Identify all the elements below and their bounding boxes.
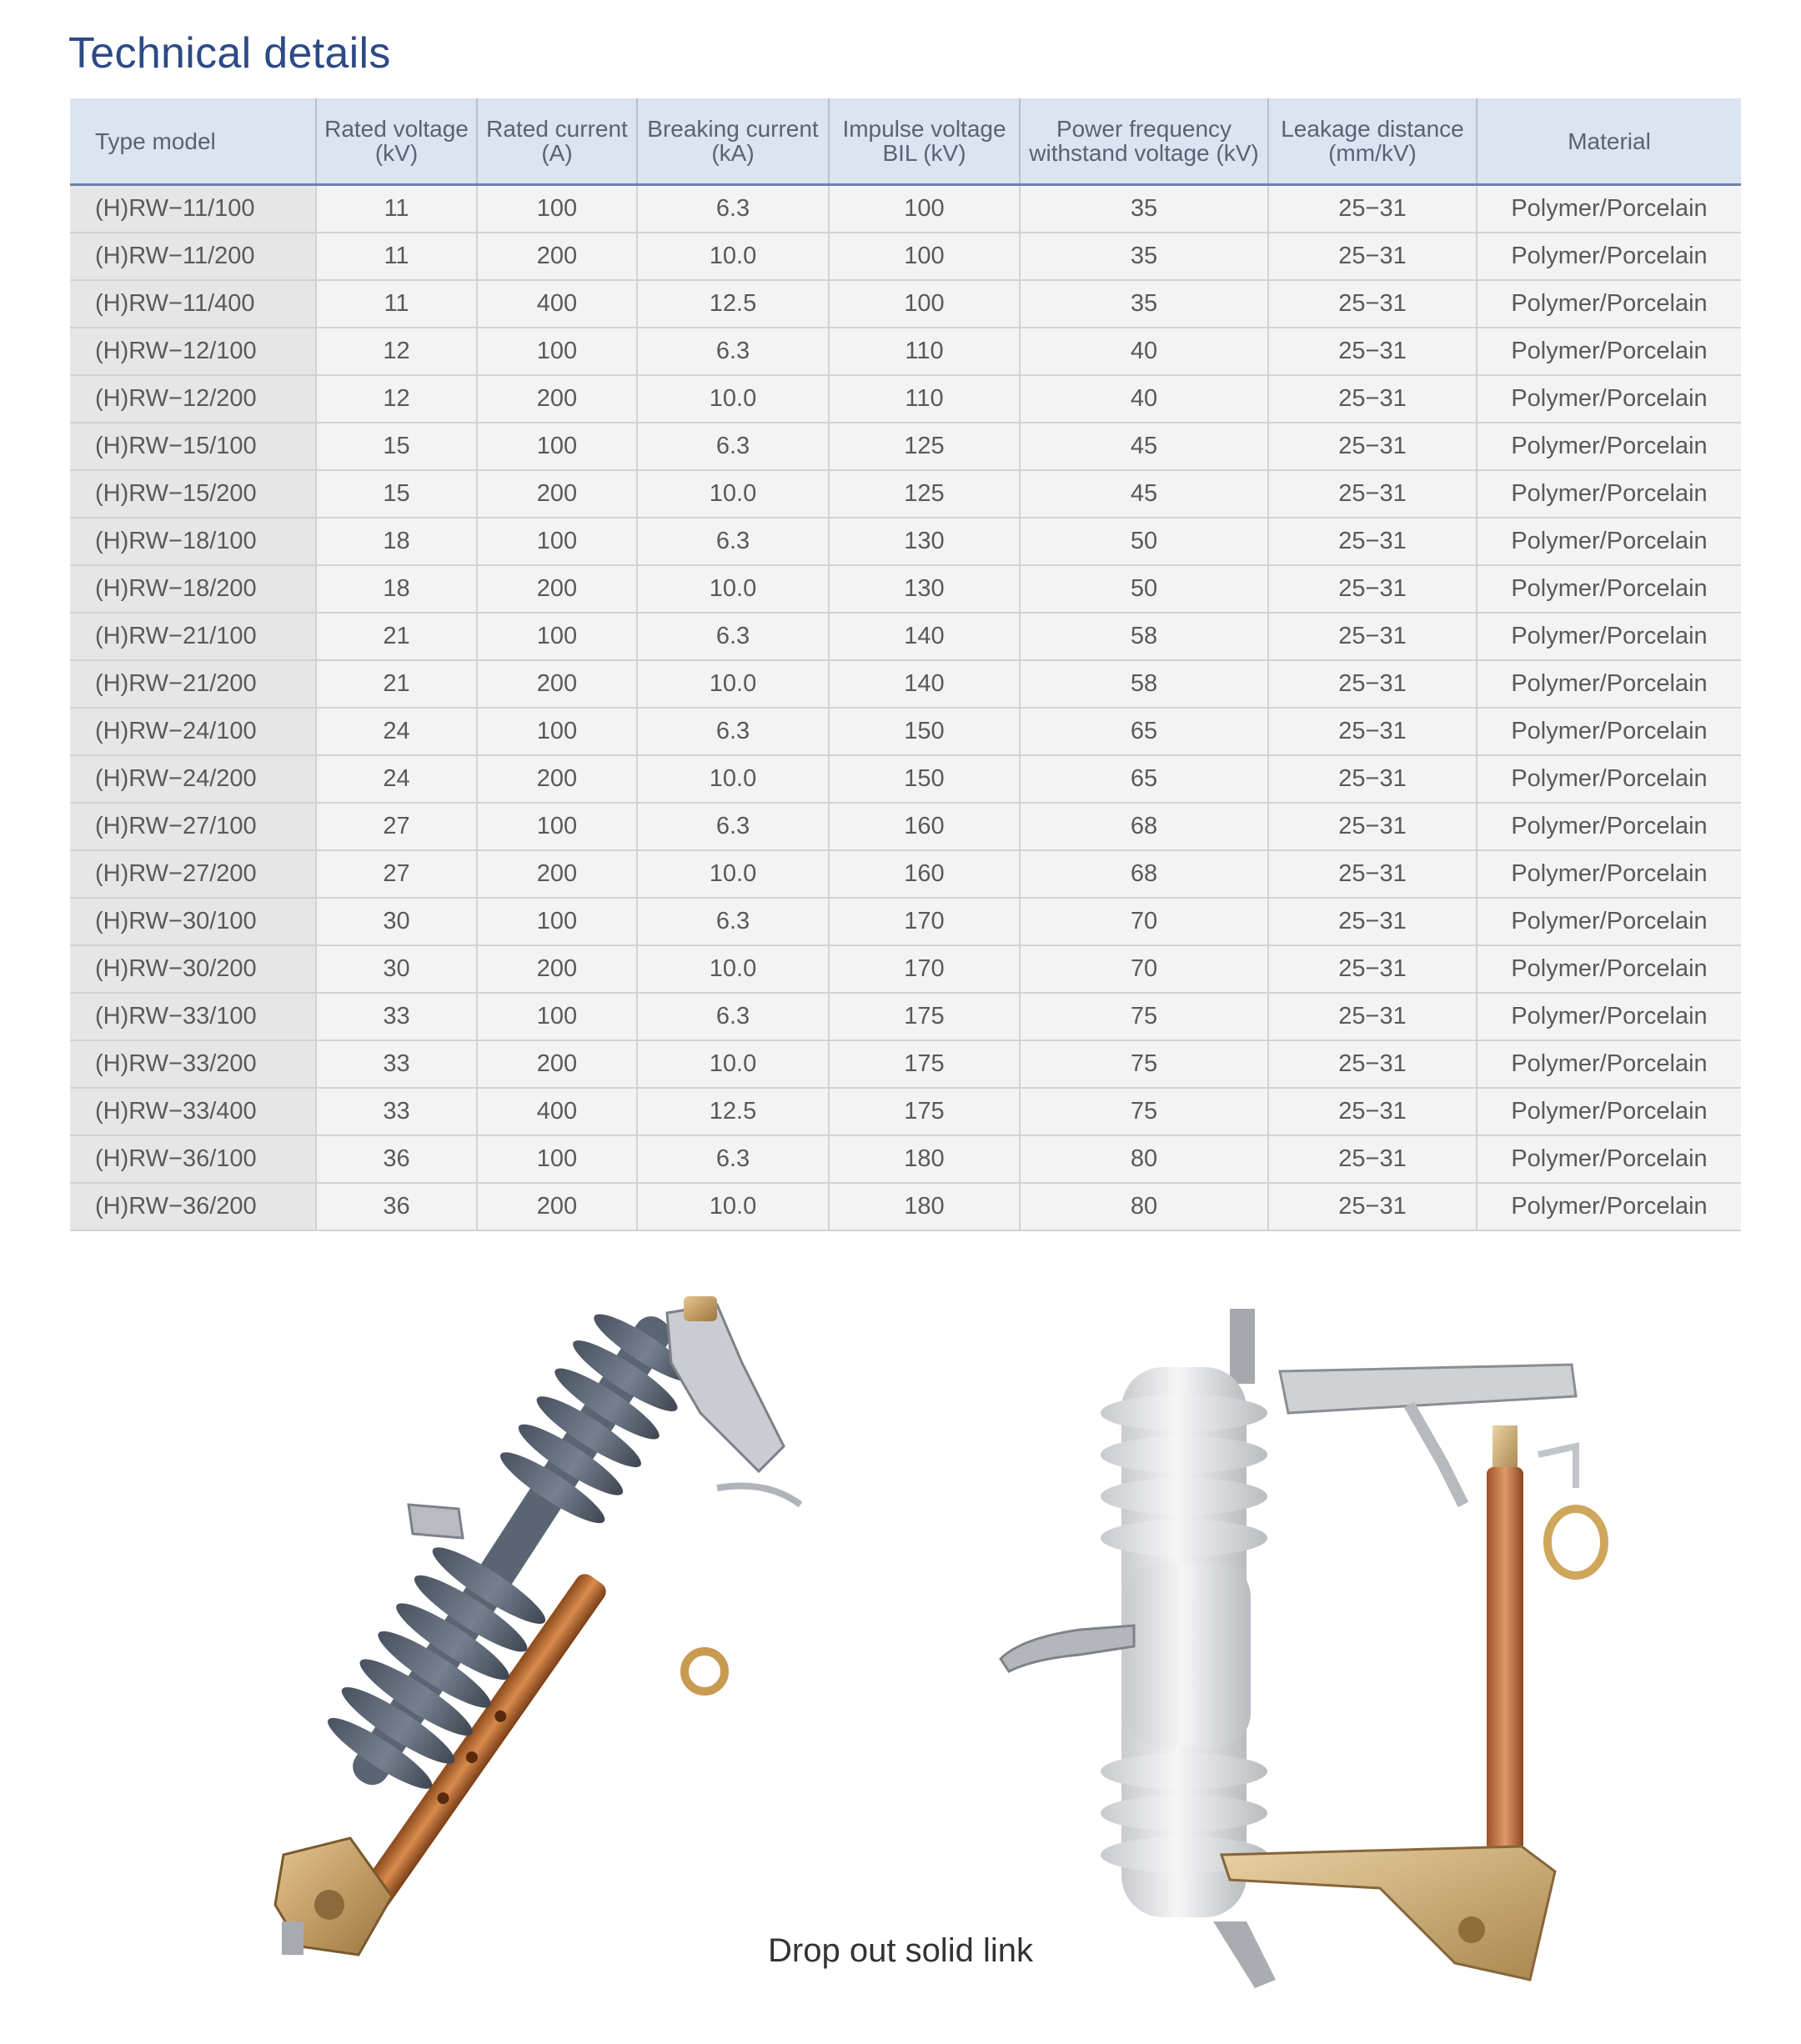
cell-rated-voltage: 18 — [316, 518, 477, 565]
cell-power-frequency-withstand-voltage: 58 — [1020, 660, 1268, 708]
cell-rated-current: 100 — [477, 803, 637, 850]
cell-rated-current: 200 — [477, 1183, 637, 1230]
cell-rated-voltage: 21 — [316, 613, 477, 660]
cell-leakage-distance: 25−31 — [1268, 1040, 1477, 1088]
polymer-drop-out-fuse-cutout-image — [250, 1288, 834, 2005]
cell-power-frequency-withstand-voltage: 75 — [1020, 1040, 1268, 1088]
technical-details-table — [70, 98, 1741, 1231]
cell-leakage-distance: 25−31 — [1268, 565, 1477, 613]
cell-material: Polymer/Porcelain — [1477, 280, 1741, 328]
column-header-line: Breaking current — [647, 116, 819, 142]
table-row — [70, 660, 1741, 708]
cell-power-frequency-withstand-voltage: 65 — [1020, 755, 1268, 803]
cell-material: Polymer/Porcelain — [1477, 755, 1741, 803]
cell-type-model: (H)RW−36/200 — [70, 1183, 316, 1230]
table-row — [70, 470, 1741, 518]
cell-type-model: (H)RW−24/100 — [70, 708, 316, 755]
cell-impulse-voltage: 140 — [829, 613, 1020, 660]
cell-power-frequency-withstand-voltage: 40 — [1020, 375, 1268, 423]
cell-material: Polymer/Porcelain — [1477, 328, 1741, 375]
cell-rated-current: 200 — [477, 375, 637, 423]
cell-breaking-current: 6.3 — [637, 1135, 829, 1183]
table-row — [70, 993, 1741, 1040]
cell-material: Polymer/Porcelain — [1477, 1183, 1741, 1230]
page-title: Technical details — [68, 29, 391, 78]
cell-power-frequency-withstand-voltage: 58 — [1020, 613, 1268, 660]
cell-rated-current: 200 — [477, 470, 637, 518]
column-header-line: (kA) — [711, 140, 755, 166]
cell-power-frequency-withstand-voltage: 68 — [1020, 803, 1268, 850]
column-header-line: Rated current — [486, 116, 628, 142]
cell-material: Polymer/Porcelain — [1477, 375, 1741, 423]
table-row — [70, 233, 1741, 280]
table-row — [70, 1040, 1741, 1088]
column-header-line: Material — [1568, 128, 1651, 154]
column-header-breaking-current — [637, 98, 829, 185]
table-header-row — [70, 98, 1741, 185]
cell-material: Polymer/Porcelain — [1477, 850, 1741, 898]
cell-breaking-current: 6.3 — [637, 898, 829, 945]
cell-type-model: (H)RW−18/100 — [70, 518, 316, 565]
cell-material: Polymer/Porcelain — [1477, 185, 1741, 233]
cell-power-frequency-withstand-voltage: 45 — [1020, 470, 1268, 518]
cell-material: Polymer/Porcelain — [1477, 708, 1741, 755]
table-row — [70, 1088, 1741, 1135]
cell-rated-voltage: 11 — [316, 185, 477, 233]
cell-type-model: (H)RW−24/200 — [70, 755, 316, 803]
column-header-line: Rated voltage — [324, 116, 469, 142]
cell-power-frequency-withstand-voltage: 50 — [1020, 518, 1268, 565]
table-row — [70, 328, 1741, 375]
table-row — [70, 1135, 1741, 1183]
cell-type-model: (H)RW−18/200 — [70, 565, 316, 613]
cell-material: Polymer/Porcelain — [1477, 898, 1741, 945]
cell-leakage-distance: 25−31 — [1268, 1088, 1477, 1135]
cell-breaking-current: 6.3 — [637, 423, 829, 470]
cell-rated-voltage: 33 — [316, 1088, 477, 1135]
cell-impulse-voltage: 110 — [829, 328, 1020, 375]
cell-rated-voltage: 27 — [316, 850, 477, 898]
cell-rated-voltage: 11 — [316, 280, 477, 328]
cell-leakage-distance: 25−31 — [1268, 660, 1477, 708]
cell-type-model: (H)RW−27/100 — [70, 803, 316, 850]
cell-impulse-voltage: 170 — [829, 898, 1020, 945]
cell-rated-voltage: 24 — [316, 755, 477, 803]
table-row — [70, 898, 1741, 945]
cell-breaking-current: 12.5 — [637, 280, 829, 328]
cell-leakage-distance: 25−31 — [1268, 518, 1477, 565]
cell-breaking-current: 6.3 — [637, 708, 829, 755]
column-header-rated-current — [477, 98, 637, 185]
cell-material: Polymer/Porcelain — [1477, 470, 1741, 518]
cell-type-model: (H)RW−21/100 — [70, 613, 316, 660]
cell-type-model: (H)RW−21/200 — [70, 660, 316, 708]
cell-power-frequency-withstand-voltage: 70 — [1020, 945, 1268, 993]
cell-material: Polymer/Porcelain — [1477, 803, 1741, 850]
cell-leakage-distance: 25−31 — [1268, 280, 1477, 328]
cell-rated-current: 200 — [477, 660, 637, 708]
cell-leakage-distance: 25−31 — [1268, 613, 1477, 660]
cell-impulse-voltage: 125 — [829, 470, 1020, 518]
table-row — [70, 518, 1741, 565]
table-body — [70, 185, 1741, 1231]
column-header-line: (mm/kV) — [1328, 140, 1417, 166]
cell-breaking-current: 6.3 — [637, 993, 829, 1040]
cell-leakage-distance: 25−31 — [1268, 945, 1477, 993]
cell-type-model: (H)RW−33/400 — [70, 1088, 316, 1135]
cell-leakage-distance: 25−31 — [1268, 850, 1477, 898]
cell-rated-current: 400 — [477, 1088, 637, 1135]
cell-material: Polymer/Porcelain — [1477, 565, 1741, 613]
cell-leakage-distance: 25−31 — [1268, 898, 1477, 945]
table-row — [70, 423, 1741, 470]
column-header-type-model — [70, 98, 316, 185]
cell-rated-voltage: 36 — [316, 1183, 477, 1230]
cell-leakage-distance: 25−31 — [1268, 470, 1477, 518]
cell-rated-current: 200 — [477, 1040, 637, 1088]
cell-impulse-voltage: 130 — [829, 565, 1020, 613]
column-header-power-frequency-withstand-voltage — [1020, 98, 1268, 185]
cell-rated-current: 100 — [477, 613, 637, 660]
column-header-rated-voltage — [316, 98, 477, 185]
cell-leakage-distance: 25−31 — [1268, 423, 1477, 470]
cell-breaking-current: 12.5 — [637, 1088, 829, 1135]
cell-rated-current: 200 — [477, 755, 637, 803]
cell-rated-voltage: 27 — [316, 803, 477, 850]
column-header-line: (kV) — [374, 140, 419, 166]
cell-breaking-current: 6.3 — [637, 613, 829, 660]
cell-type-model: (H)RW−30/200 — [70, 945, 316, 993]
table-row — [70, 613, 1741, 660]
cell-leakage-distance: 25−31 — [1268, 993, 1477, 1040]
cell-rated-current: 400 — [477, 280, 637, 328]
column-header-line: Type model — [95, 128, 216, 154]
column-header-line: withstand voltage (kV) — [1029, 140, 1259, 166]
cell-rated-current: 200 — [477, 565, 637, 613]
cell-power-frequency-withstand-voltage: 35 — [1020, 280, 1268, 328]
table-row — [70, 1183, 1741, 1230]
cell-rated-current: 200 — [477, 945, 637, 993]
cell-impulse-voltage: 100 — [829, 233, 1020, 280]
cell-impulse-voltage: 150 — [829, 708, 1020, 755]
cell-breaking-current: 10.0 — [637, 755, 829, 803]
cell-power-frequency-withstand-voltage: 80 — [1020, 1183, 1268, 1230]
cell-material: Polymer/Porcelain — [1477, 423, 1741, 470]
cell-rated-voltage: 12 — [316, 328, 477, 375]
cell-material: Polymer/Porcelain — [1477, 660, 1741, 708]
cell-rated-voltage: 11 — [316, 233, 477, 280]
cell-material: Polymer/Porcelain — [1477, 518, 1741, 565]
cell-leakage-distance: 25−31 — [1268, 328, 1477, 375]
cell-leakage-distance: 25−31 — [1268, 185, 1477, 233]
cell-rated-voltage: 15 — [316, 423, 477, 470]
column-header-line: Impulse voltage — [842, 116, 1006, 142]
cell-power-frequency-withstand-voltage: 40 — [1020, 328, 1268, 375]
cell-breaking-current: 10.0 — [637, 470, 829, 518]
table-row — [70, 945, 1741, 993]
cell-breaking-current: 6.3 — [637, 185, 829, 233]
column-header-line: (A) — [541, 140, 573, 166]
cell-power-frequency-withstand-voltage: 45 — [1020, 423, 1268, 470]
table-row — [70, 280, 1741, 328]
column-header-line: Power frequency — [1056, 116, 1232, 142]
cell-rated-voltage: 18 — [316, 565, 477, 613]
cell-power-frequency-withstand-voltage: 70 — [1020, 898, 1268, 945]
cell-rated-voltage: 36 — [316, 1135, 477, 1183]
cell-rated-voltage: 21 — [316, 660, 477, 708]
cell-leakage-distance: 25−31 — [1268, 1135, 1477, 1183]
cell-leakage-distance: 25−31 — [1268, 755, 1477, 803]
image-caption: Drop out solid link — [768, 1932, 1033, 1969]
cell-breaking-current: 10.0 — [637, 945, 829, 993]
cell-breaking-current: 10.0 — [637, 1040, 829, 1088]
cell-impulse-voltage: 100 — [829, 185, 1020, 233]
cell-power-frequency-withstand-voltage: 50 — [1020, 565, 1268, 613]
cell-impulse-voltage: 100 — [829, 280, 1020, 328]
cell-type-model: (H)RW−30/100 — [70, 898, 316, 945]
cell-material: Polymer/Porcelain — [1477, 613, 1741, 660]
cell-type-model: (H)RW−12/200 — [70, 375, 316, 423]
cell-material: Polymer/Porcelain — [1477, 1040, 1741, 1088]
cell-rated-voltage: 33 — [316, 1040, 477, 1088]
table-row — [70, 565, 1741, 613]
cell-impulse-voltage: 175 — [829, 993, 1020, 1040]
column-header-impulse-voltage — [829, 98, 1020, 185]
cell-material: Polymer/Porcelain — [1477, 1135, 1741, 1183]
cell-impulse-voltage: 180 — [829, 1135, 1020, 1183]
cell-rated-current: 100 — [477, 993, 637, 1040]
cell-rated-voltage: 12 — [316, 375, 477, 423]
table-row — [70, 803, 1741, 850]
cell-power-frequency-withstand-voltage: 68 — [1020, 850, 1268, 898]
cell-rated-current: 200 — [477, 233, 637, 280]
cell-leakage-distance: 25−31 — [1268, 233, 1477, 280]
cell-type-model: (H)RW−15/200 — [70, 470, 316, 518]
cell-type-model: (H)RW−11/400 — [70, 280, 316, 328]
cell-rated-current: 100 — [477, 518, 637, 565]
cell-rated-current: 200 — [477, 850, 637, 898]
cell-rated-voltage: 30 — [316, 945, 477, 993]
cell-impulse-voltage: 175 — [829, 1040, 1020, 1088]
cell-breaking-current: 10.0 — [637, 565, 829, 613]
cell-rated-voltage: 30 — [316, 898, 477, 945]
table-row — [70, 185, 1741, 233]
cell-type-model: (H)RW−11/200 — [70, 233, 316, 280]
porcelain-drop-out-fuse-cutout-image — [988, 1288, 1647, 2005]
cell-rated-voltage: 15 — [316, 470, 477, 518]
cell-material: Polymer/Porcelain — [1477, 945, 1741, 993]
cell-impulse-voltage: 180 — [829, 1183, 1020, 1230]
column-header-line: Leakage distance — [1281, 116, 1464, 142]
cell-power-frequency-withstand-voltage: 35 — [1020, 185, 1268, 233]
cell-material: Polymer/Porcelain — [1477, 993, 1741, 1040]
cell-impulse-voltage: 150 — [829, 755, 1020, 803]
cell-impulse-voltage: 160 — [829, 850, 1020, 898]
cell-impulse-voltage: 170 — [829, 945, 1020, 993]
cell-rated-current: 100 — [477, 185, 637, 233]
cell-leakage-distance: 25−31 — [1268, 803, 1477, 850]
cell-leakage-distance: 25−31 — [1268, 375, 1477, 423]
cell-impulse-voltage: 125 — [829, 423, 1020, 470]
cell-impulse-voltage: 130 — [829, 518, 1020, 565]
table-row — [70, 850, 1741, 898]
cell-type-model: (H)RW−27/200 — [70, 850, 316, 898]
cell-rated-current: 100 — [477, 898, 637, 945]
cell-rated-current: 100 — [477, 423, 637, 470]
cell-breaking-current: 6.3 — [637, 803, 829, 850]
table-row — [70, 755, 1741, 803]
cell-type-model: (H)RW−36/100 — [70, 1135, 316, 1183]
cell-breaking-current: 10.0 — [637, 375, 829, 423]
cell-leakage-distance: 25−31 — [1268, 1183, 1477, 1230]
column-header-leakage-distance — [1268, 98, 1477, 185]
cell-impulse-voltage: 160 — [829, 803, 1020, 850]
cell-impulse-voltage: 175 — [829, 1088, 1020, 1135]
cell-rated-current: 100 — [477, 708, 637, 755]
cell-rated-voltage: 33 — [316, 993, 477, 1040]
cell-breaking-current: 6.3 — [637, 518, 829, 565]
table-row — [70, 708, 1741, 755]
cell-impulse-voltage: 140 — [829, 660, 1020, 708]
cell-rated-voltage: 24 — [316, 708, 477, 755]
cell-power-frequency-withstand-voltage: 75 — [1020, 1088, 1268, 1135]
table-row — [70, 375, 1741, 423]
cell-breaking-current: 10.0 — [637, 660, 829, 708]
cell-type-model: (H)RW−12/100 — [70, 328, 316, 375]
cell-leakage-distance: 25−31 — [1268, 708, 1477, 755]
cell-material: Polymer/Porcelain — [1477, 233, 1741, 280]
cell-power-frequency-withstand-voltage: 65 — [1020, 708, 1268, 755]
cell-impulse-voltage: 110 — [829, 375, 1020, 423]
cell-breaking-current: 10.0 — [637, 233, 829, 280]
column-header-line: BIL (kV) — [882, 140, 966, 166]
cell-type-model: (H)RW−33/100 — [70, 993, 316, 1040]
cell-type-model: (H)RW−15/100 — [70, 423, 316, 470]
cell-rated-current: 100 — [477, 328, 637, 375]
cell-breaking-current: 10.0 — [637, 850, 829, 898]
cell-breaking-current: 6.3 — [637, 328, 829, 375]
cell-power-frequency-withstand-voltage: 75 — [1020, 993, 1268, 1040]
cell-power-frequency-withstand-voltage: 80 — [1020, 1135, 1268, 1183]
cell-type-model: (H)RW−11/100 — [70, 185, 316, 233]
cell-breaking-current: 10.0 — [637, 1183, 829, 1230]
cell-type-model: (H)RW−33/200 — [70, 1040, 316, 1088]
cell-rated-current: 100 — [477, 1135, 637, 1183]
column-header-material — [1477, 98, 1741, 185]
cell-material: Polymer/Porcelain — [1477, 1088, 1741, 1135]
cell-power-frequency-withstand-voltage: 35 — [1020, 233, 1268, 280]
